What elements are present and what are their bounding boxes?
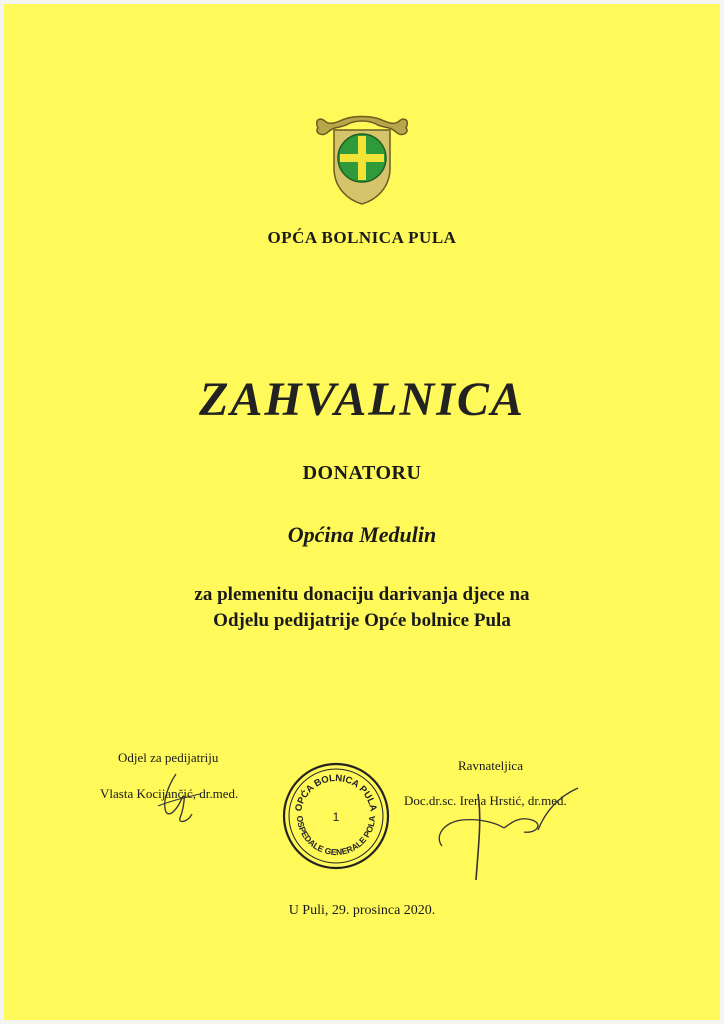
left-handwritten-signature — [148, 768, 228, 828]
right-signatory-name: Doc.dr.sc. Irena Hrstić, dr.med. — [404, 793, 567, 808]
reason-line-1: za plemenitu donaciju darivanja djece na — [194, 584, 530, 605]
stamp-top-text: OPĆA BOLNICA PULA — [293, 772, 379, 813]
certificate-title: ZAHVALNICA — [199, 373, 525, 426]
hospital-crest-logo — [312, 112, 412, 208]
stamp-bottom-text: OSPEDALE GENERALE POLA — [294, 815, 378, 858]
recipient-label: DONATORU — [302, 462, 422, 484]
left-signatory-name: Vlasta Kocijančić, dr.med. — [100, 786, 239, 801]
stamp-number: 1 — [332, 810, 340, 824]
right-signatory-title: Ravnateljica — [458, 758, 523, 773]
reason-line-2: Odjelu pedijatrije Opće bolnice Pula — [213, 610, 511, 631]
svg-text:OPĆA BOLNICA PULA — [293, 773, 378, 813]
reason-text — [0, 582, 724, 634]
right-handwritten-signature — [420, 780, 590, 890]
recipient-name: Općina Medulin — [287, 522, 437, 547]
official-stamp — [281, 761, 391, 871]
hospital-name: OPĆA BOLNICA PULA — [267, 228, 457, 247]
left-signatory-title: Odjel za pedijatriju — [118, 750, 219, 765]
issue-date: U Puli, 29. prosinca 2020. — [288, 903, 436, 918]
